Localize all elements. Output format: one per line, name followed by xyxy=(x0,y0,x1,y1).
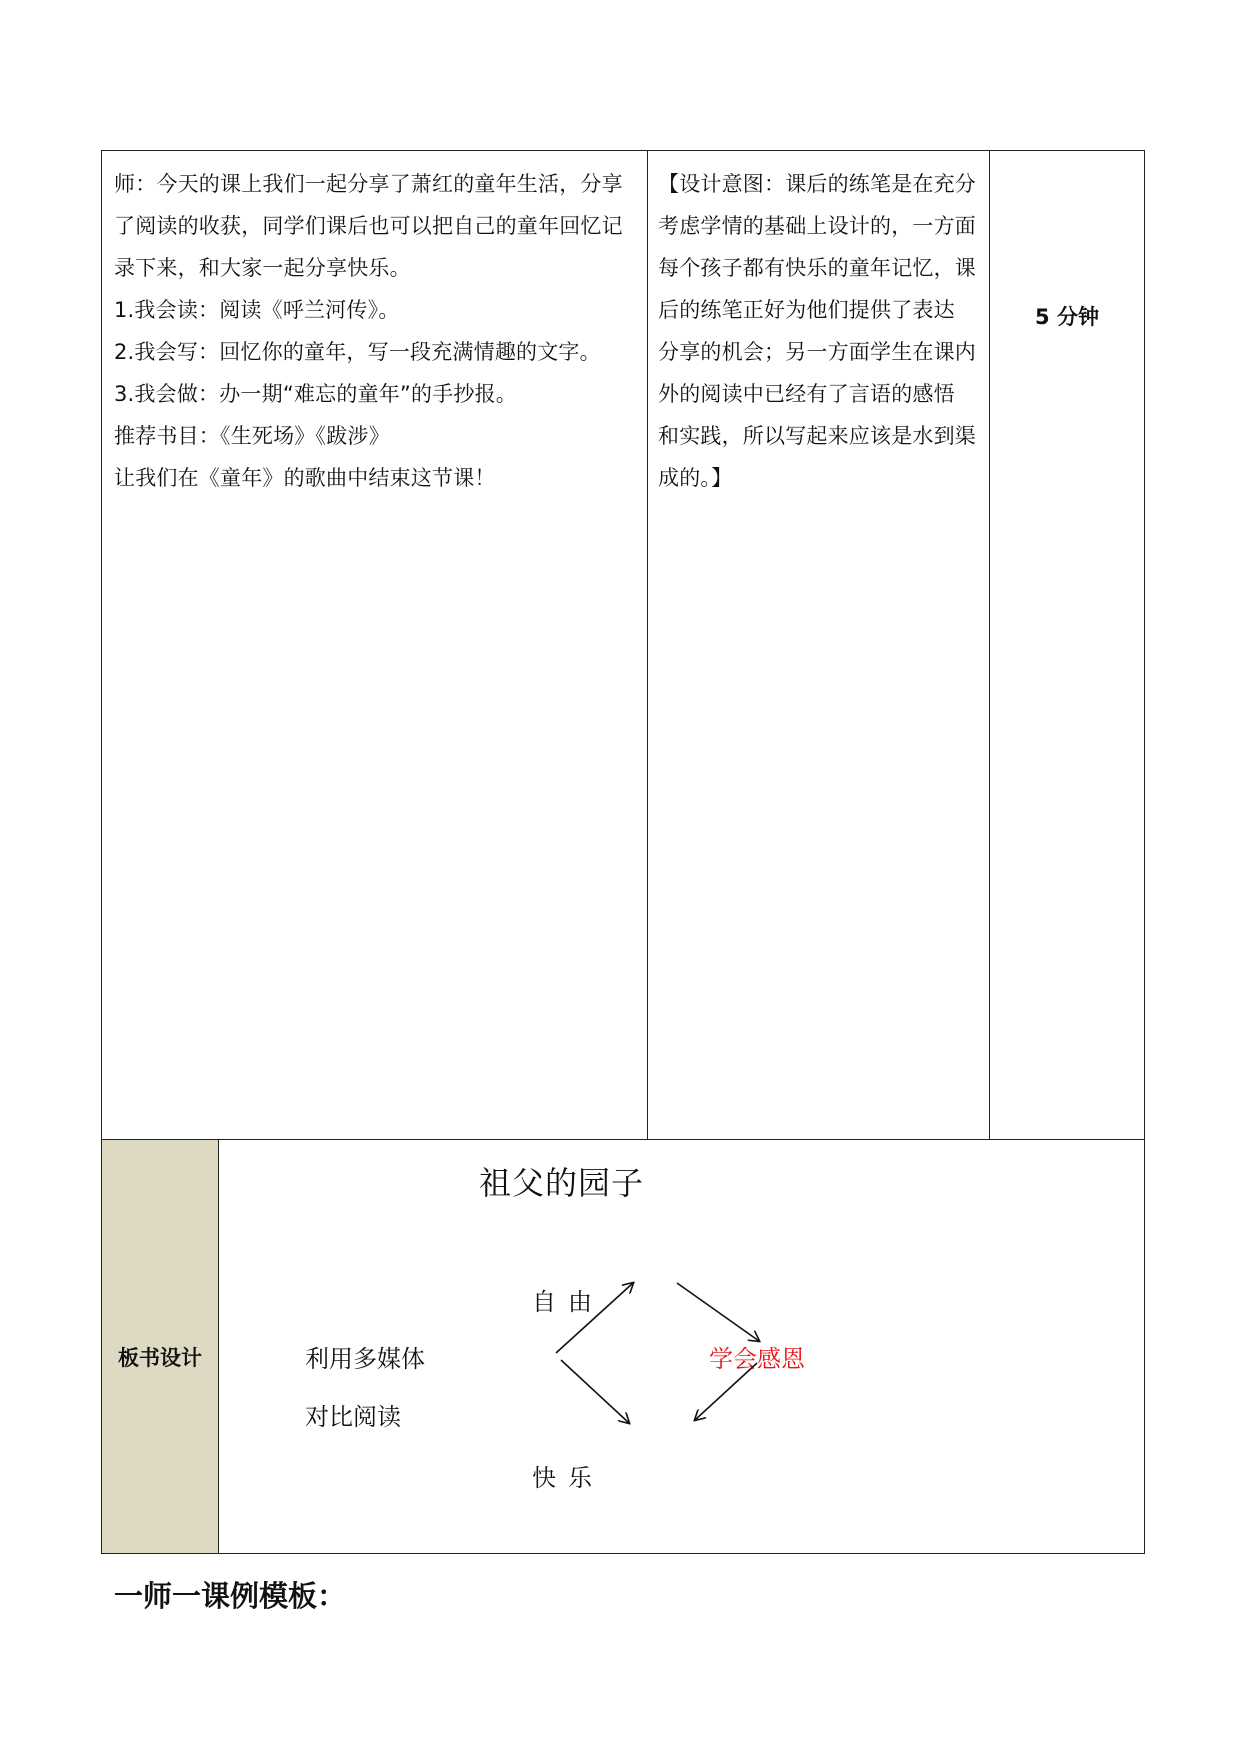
intent-line: 和实践，所以写起来应该是水到渠 xyxy=(658,424,976,448)
board-design-label: 板书设计 xyxy=(118,1346,202,1370)
teacher-line: 师：今天的课上我们一起分享了萧红的童年生活，分享 xyxy=(114,172,623,196)
template-heading: 一师一课例模板： xyxy=(114,1579,347,1613)
arrow-freedom-to-gratitude xyxy=(677,1283,759,1341)
closing-line: 让我们在《童年》的歌曲中结束这节课！ xyxy=(114,466,496,490)
arrow-to-freedom xyxy=(556,1283,633,1353)
intent-line: 考虑学情的基础上设计的，一方面 xyxy=(658,214,976,238)
teacher-speech-cell xyxy=(102,151,648,1139)
word-comparative-reading: 对比阅读 xyxy=(305,1403,401,1431)
intent-line: 成的。】 xyxy=(658,466,733,490)
word-happiness: 快乐 xyxy=(532,1464,604,1492)
design-intent-text xyxy=(658,163,981,499)
lesson-table-upper xyxy=(101,150,1145,1140)
intent-line: 分享的机会；另一方面学生在课内 xyxy=(658,340,976,364)
word-gratitude: 学会感恩 xyxy=(709,1345,805,1373)
time-value: 5 分钟 xyxy=(1035,305,1099,329)
teacher-speech-text xyxy=(114,163,637,499)
word-multimedia: 利用多媒体 xyxy=(305,1345,425,1373)
teacher-line: 了阅读的收获，同学们课后也可以把自己的童年回忆记 xyxy=(114,214,623,238)
design-intent-cell xyxy=(648,151,990,1139)
task-read: 1.我会读：阅读《呼兰河传》。 xyxy=(114,298,400,322)
arrow-gratitude-to-happiness xyxy=(695,1363,757,1420)
diagram-arrows xyxy=(219,1140,1145,1554)
intent-line: 【设计意图：课后的练笔是在充分 xyxy=(658,172,976,196)
recommended-books: 推荐书目：《生死场》《跋涉》 xyxy=(114,424,390,448)
time-cell xyxy=(990,151,1144,1139)
board-title: 祖父的园子 xyxy=(479,1164,645,1202)
board-design-table xyxy=(101,1140,1145,1554)
word-freedom: 自由 xyxy=(532,1288,604,1316)
board-design-content xyxy=(219,1140,1144,1553)
task-write: 2.我会写：回忆你的童年，写一段充满情趣的文字。 xyxy=(114,340,601,364)
board-design-label-cell xyxy=(102,1140,219,1553)
intent-line: 后的练笔正好为他们提供了表达 xyxy=(658,298,955,322)
task-do: 3.我会做：办一期“难忘的童年”的手抄报。 xyxy=(114,382,517,406)
teacher-line: 录下来，和大家一起分享快乐。 xyxy=(114,256,411,280)
intent-line: 每个孩子都有快乐的童年记忆，课 xyxy=(658,256,976,280)
arrow-to-happiness xyxy=(561,1360,629,1423)
intent-line: 外的阅读中已经有了言语的感悟 xyxy=(658,382,955,406)
